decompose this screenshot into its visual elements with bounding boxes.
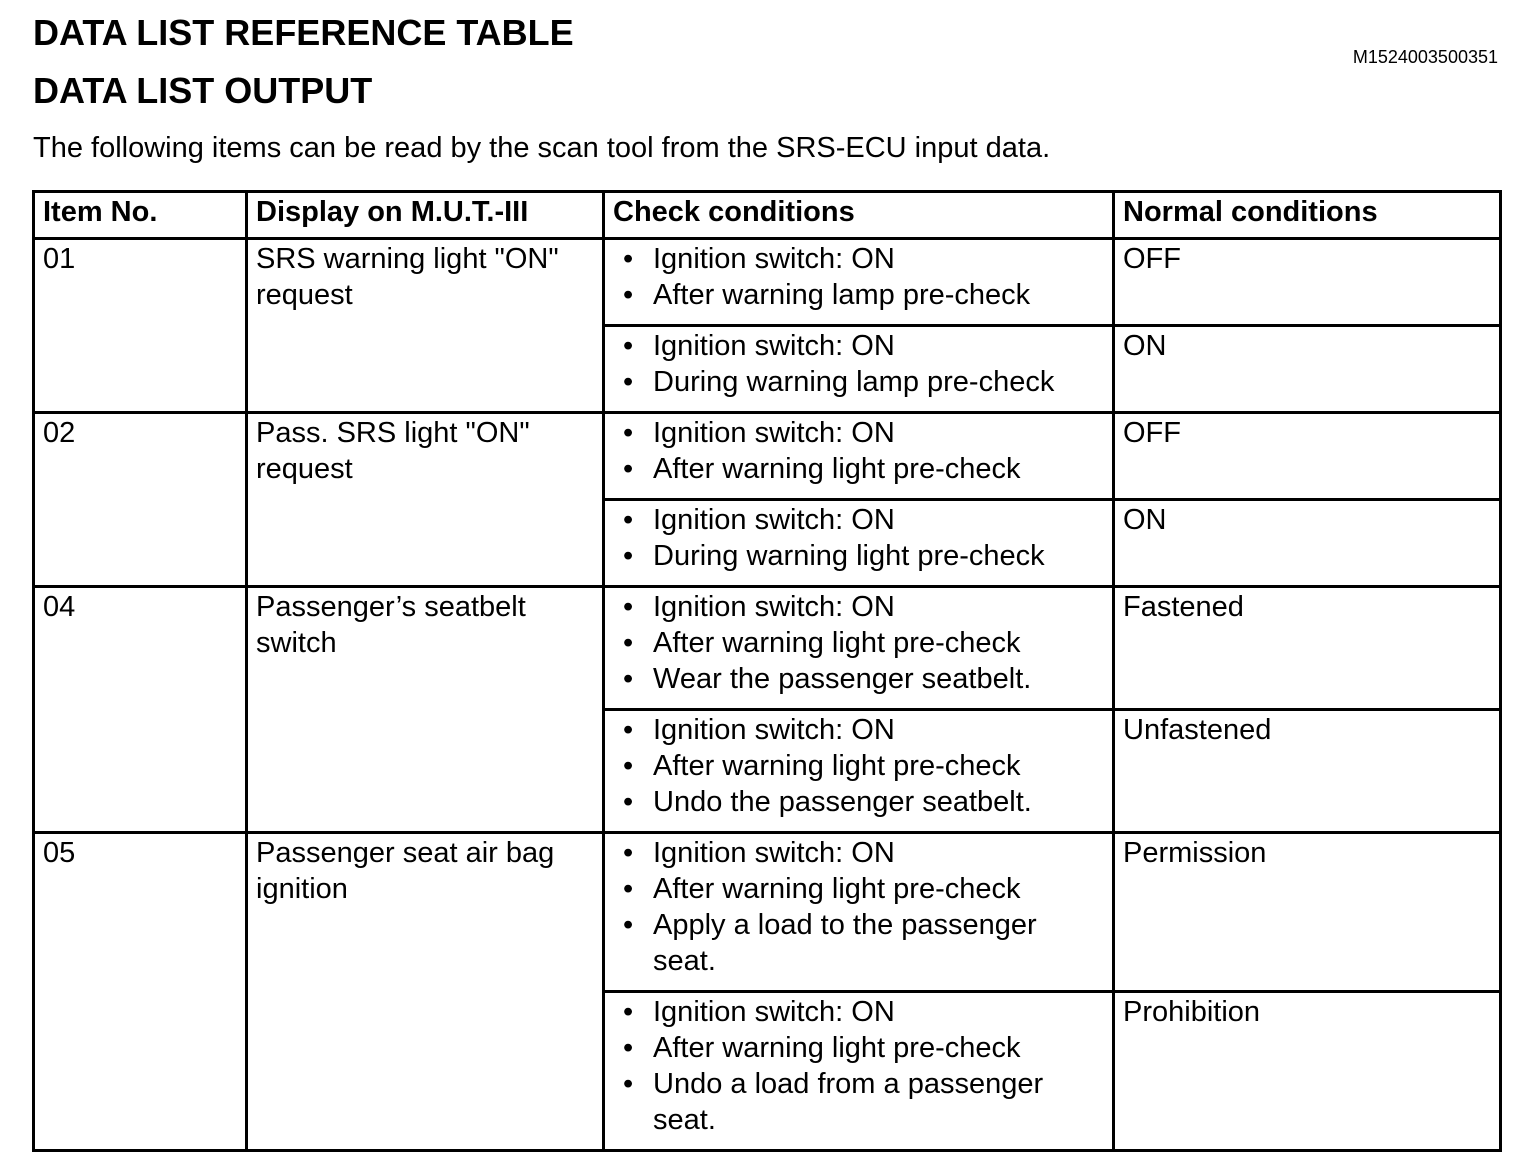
display-cell: SRS warning light "ON" request — [247, 239, 604, 413]
check-conditions-cell — [604, 500, 1114, 587]
table-row — [34, 413, 1501, 500]
check-conditions-cell — [604, 587, 1114, 710]
check-list — [613, 835, 1104, 979]
check-item: • After warning light pre-check — [613, 871, 1104, 907]
check-item: • After warning light pre-check — [613, 1030, 1104, 1066]
check-item: • After warning light pre-check — [613, 748, 1104, 784]
check-conditions-cell — [604, 710, 1114, 833]
header-normal-conditions: Normal conditions — [1114, 192, 1501, 239]
display-cell: Pass. SRS light "ON" request — [247, 413, 604, 587]
normal-condition-cell: Unfastened — [1114, 710, 1501, 833]
check-item: • Ignition switch: ON — [613, 415, 1104, 451]
check-list — [613, 712, 1104, 820]
check-list — [613, 241, 1104, 313]
check-list — [613, 415, 1104, 487]
table-row — [34, 833, 1501, 992]
check-item: • Apply a load to the passenger seat. — [613, 907, 1104, 979]
check-conditions-cell — [604, 833, 1114, 992]
check-item: • Ignition switch: ON — [613, 502, 1104, 538]
table-row — [34, 587, 1501, 710]
section-title: DATA LIST OUTPUT — [33, 70, 373, 111]
check-conditions-cell — [604, 992, 1114, 1151]
display-cell: Passenger seat air bag ignition — [247, 833, 604, 1151]
check-conditions-cell — [604, 413, 1114, 500]
normal-condition-cell: OFF — [1114, 413, 1501, 500]
check-item: • Ignition switch: ON — [613, 589, 1104, 625]
normal-condition-cell: OFF — [1114, 239, 1501, 326]
normal-condition-cell: Prohibition — [1114, 992, 1501, 1151]
check-list — [613, 502, 1104, 574]
check-item: • Ignition switch: ON — [613, 241, 1104, 277]
check-item: • During warning light pre-check — [613, 538, 1104, 574]
check-conditions-cell — [604, 326, 1114, 413]
check-item: • Wear the passenger seatbelt. — [613, 661, 1104, 697]
check-item: • After warning light pre-check — [613, 451, 1104, 487]
check-conditions-cell — [604, 239, 1114, 326]
check-item: • Ignition switch: ON — [613, 994, 1104, 1030]
check-list — [613, 328, 1104, 400]
header-check-conditions: Check conditions — [604, 192, 1114, 239]
normal-condition-cell: ON — [1114, 326, 1501, 413]
intro-text: The following items can be read by the scan tool from the SRS-ECU input data. — [33, 132, 1051, 164]
item-no-cell: 05 — [34, 833, 247, 1151]
item-no-cell: 02 — [34, 413, 247, 587]
item-no-cell: 01 — [34, 239, 247, 413]
check-item: • Undo the passenger seatbelt. — [613, 784, 1104, 820]
item-no-cell: 04 — [34, 587, 247, 833]
normal-condition-cell: ON — [1114, 500, 1501, 587]
normal-condition-cell: Fastened — [1114, 587, 1501, 710]
check-item: • Ignition switch: ON — [613, 328, 1104, 364]
check-item: • After warning light pre-check — [613, 625, 1104, 661]
header-display: Display on M.U.T.-III — [247, 192, 604, 239]
table-row — [34, 239, 1501, 326]
check-item: • Ignition switch: ON — [613, 835, 1104, 871]
normal-condition-cell: Permission — [1114, 833, 1501, 992]
header-item-no: Item No. — [34, 192, 247, 239]
check-item: • Undo a load from a passenger seat. — [613, 1066, 1104, 1138]
check-item: • After warning lamp pre-check — [613, 277, 1104, 313]
document-id: M1524003500351 — [1352, 47, 1498, 67]
check-item: • Ignition switch: ON — [613, 712, 1104, 748]
check-list — [613, 994, 1104, 1138]
table-header-row — [34, 192, 1501, 239]
check-list — [613, 589, 1104, 697]
check-item: • During warning lamp pre-check — [613, 364, 1104, 400]
data-list-table — [32, 190, 1502, 1152]
page-title: DATA LIST REFERENCE TABLE — [33, 12, 574, 53]
display-cell: Passenger’s seatbelt switch — [247, 587, 604, 833]
